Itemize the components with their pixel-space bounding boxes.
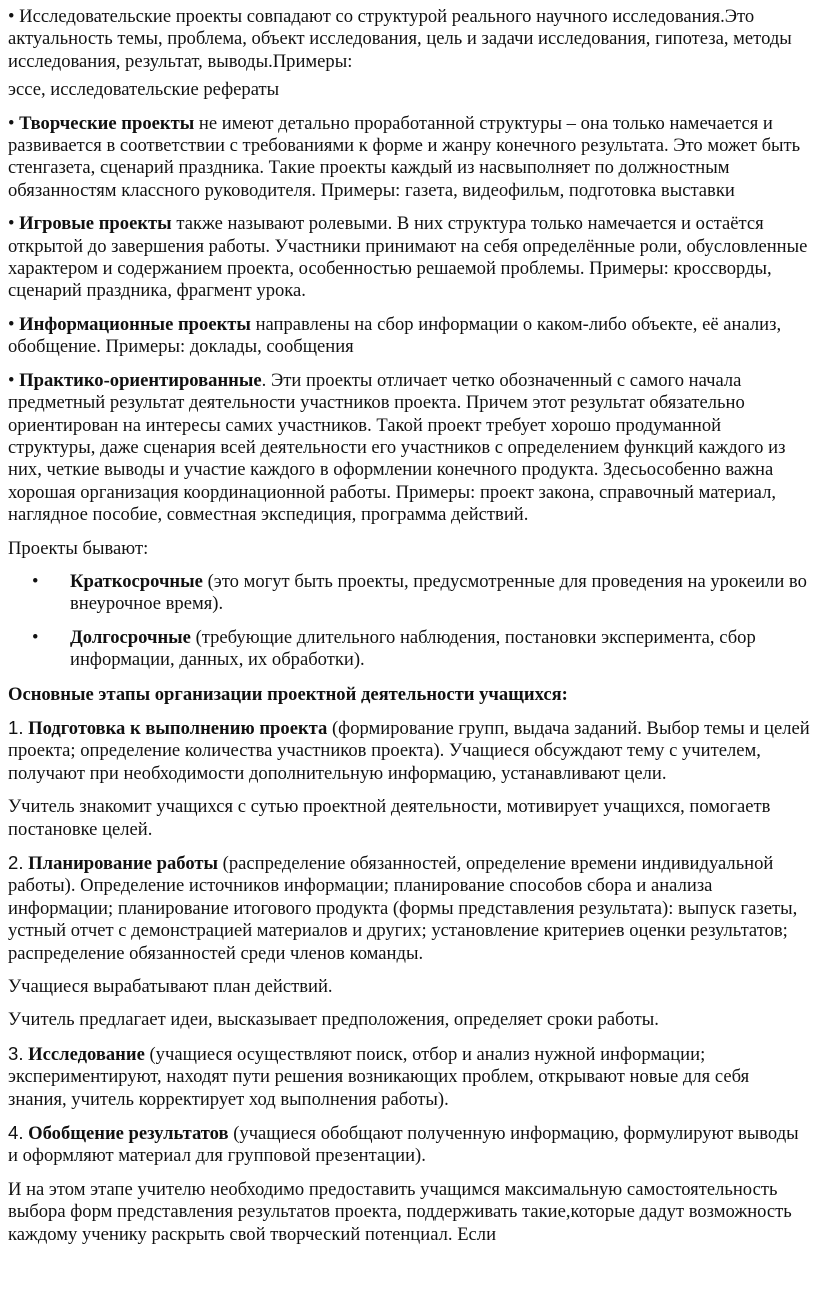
stage-number: 3. — [8, 1042, 24, 1064]
term-long-term: Долгосрочные — [70, 626, 191, 648]
paragraph-stage-2-teacher: Учитель предлагает идеи, высказывает предположения, определяет сроки работы. — [8, 1009, 659, 1031]
paragraph-stage-2 — [8, 852, 810, 965]
bullet: • — [8, 6, 15, 27]
list-item — [8, 571, 810, 616]
bullet: • — [8, 213, 15, 235]
term-stage-4: Обобщение результатов — [28, 1123, 229, 1145]
paragraph-research-projects — [8, 6, 810, 73]
stage-number: 1. — [8, 716, 24, 738]
paragraph-stage-4-note: И на этом этапе учителю необходимо предоставить учащимся максимальную самостоятельность выбора форм представления результатов проекта, поддерживать такие,которые дадут возможность каждому ученику раскрыть свой творческий потенциал. Если — [8, 1178, 792, 1245]
stages-heading: Основные этапы организации проектной деятельности учащихся: — [8, 683, 568, 705]
stage-number: 4. — [8, 1122, 24, 1144]
stage-3-text: (учащиеся осуществляют поиск, отбор и анализ нужной информации; экспериментируют, находят пути решения возникающих проблем, открывают новые для себя знания, учитель корректирует ход выполнения работы). — [8, 1043, 750, 1110]
paragraph-stage-1 — [8, 717, 810, 785]
stage-2-text: (распределение обязанностей, определение времени индивидуальной работы). Определение источников информации; планирование способов сбора и анализа информации; планирование итогового продукта (формы представления результата): выпуск газеты, устный отчет с демонстрацией материалов и других; установление критериев оценки результатов; распределение обязанностей среди членов команды. — [8, 853, 798, 964]
paragraph-stage-2-students: Учащиеся вырабатывают план действий. — [8, 976, 333, 998]
bullet: • — [8, 112, 15, 134]
bullet: • — [32, 626, 39, 648]
paragraph-creative-projects — [8, 113, 810, 203]
stage-number: 2. — [8, 852, 24, 873]
term-practice-projects: Практико-ориентированные — [19, 369, 262, 391]
information-projects-text: направлены на сбор информации о каком-либо объекте, её анализ, обобщение. Примеры: доклады, сообщения — [8, 313, 782, 358]
term-information-projects: Информационные проекты — [19, 313, 251, 335]
bullet: • — [8, 313, 15, 335]
short-term-text: (это могут быть проекты, предусмотренные для проведения на урокеили во внеурочное время). — [70, 570, 807, 615]
paragraph-stage-3 — [8, 1043, 810, 1111]
bullet: • — [32, 570, 39, 592]
paragraph-practice-projects — [8, 370, 810, 527]
paragraph-project-types-intro: Проекты бывают: — [8, 537, 149, 559]
long-term-text: (требующие длительного наблюдения, постановки эксперимента, сбор информации, данных, их обработки). — [70, 626, 756, 671]
term-stage-2: Планирование работы — [28, 853, 219, 874]
bullet: • — [8, 369, 15, 391]
research-projects-text: Исследовательские проекты совпадают со структурой реального научного исследования.Это актуальность темы, проблема, объект исследования, цель и задачи исследования, гипотеза, методы исследования, результат, выводы.Примеры: — [8, 6, 792, 72]
stage-4-text: (учащиеся обобщают полученную информацию, формулируют выводы и оформляют материал для групповой презентации). — [8, 1123, 799, 1167]
term-stage-1: Подготовка к выполнению проекта — [28, 717, 328, 739]
paragraph-information-projects — [8, 314, 810, 359]
practice-projects-text: . Эти проекты отличает четко обозначенный с самого начала предметный результат деятельности участников проекта. Причем этот результат обязательно ориентирован на интересы самих участников. Такой проект требует хорошо продуманной структуры, даже сценария всей деятельности его участников с определением функций каждого из них, четкие выводы и участие каждого в оформлении конечного продукта. Здесьособенно важна хорошая организация координационной работы. Примеры: проект закона, справочный материал, наглядное пособие, совместная экспедиция, программа действий. — [8, 369, 786, 526]
paragraph-research-examples: эссе, исследовательские рефераты — [8, 79, 280, 101]
project-types-list — [8, 571, 810, 672]
term-creative-projects: Творческие проекты — [19, 112, 195, 134]
list-item — [8, 627, 810, 672]
term-stage-3: Исследование — [28, 1043, 145, 1065]
paragraph-stage-1-teacher: Учитель знакомит учащихся с сутью проектной деятельности, мотивирует учащихся, помогаетв постановке целей. — [8, 796, 771, 840]
paragraph-stage-4 — [8, 1122, 810, 1168]
term-short-term: Краткосрочные — [70, 570, 203, 592]
game-projects-text: также называют ролевыми. В них структура только намечается и остаётся открытой до завершения работы. Участники принимают на себя определённые роли, обусловленные характером и содержанием проекта, особенностью решаемой проблемы. Примеры: кроссворды, сценарий праздника, фрагмент урока. — [8, 213, 808, 302]
stage-1-text: (формирование групп, выдача заданий. Выбор темы и целей проекта; определение количества участников проекта). Учащиеся обсуждают тему с учителем, получают при необходимости дополнительную информацию, устанавливают цели. — [8, 717, 810, 784]
term-game-projects: Игровые проекты — [19, 213, 172, 235]
creative-projects-text: не имеют детально проработанной структуры – она только намечается и развивается в соответствии с требованиями к форме и жанру конечного результата. Это может быть стенгазета, сценарий праздника. Такие проекты каждый из насвыполняет по должностным обязанностям классного руководителя. Примеры: газета, видеофильм, подготовка выставки — [8, 112, 801, 201]
paragraph-game-projects — [8, 213, 810, 303]
